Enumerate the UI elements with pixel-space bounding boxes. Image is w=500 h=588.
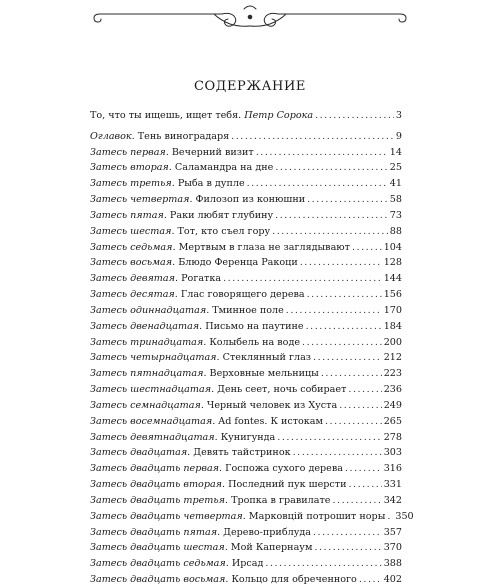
dot-leader bbox=[275, 208, 388, 224]
toc-entry[interactable] bbox=[90, 176, 402, 192]
dot-leader bbox=[321, 366, 382, 382]
toc-entry-title: . Ad fontes. К истокам bbox=[212, 415, 323, 427]
toc-entry[interactable] bbox=[90, 255, 402, 271]
toc-page-number: 9 bbox=[395, 130, 402, 142]
toc-entry-title: . Рогатка bbox=[174, 273, 222, 285]
dot-leader bbox=[272, 224, 388, 240]
toc-page-number: 104 bbox=[383, 241, 402, 253]
toc-entry-label bbox=[90, 572, 357, 588]
dot-leader bbox=[231, 129, 394, 145]
toc-entry-label bbox=[90, 430, 275, 446]
toc-entry-prefix: Затесь двенадцатая bbox=[90, 320, 200, 332]
toc-entry-label bbox=[90, 224, 270, 240]
toc-entry[interactable] bbox=[90, 145, 402, 161]
toc-entry-prefix: Затесь пятнадцатая bbox=[90, 368, 204, 380]
toc-page-number: 350 bbox=[395, 510, 414, 522]
dot-leader bbox=[306, 319, 382, 335]
dot-leader bbox=[352, 240, 382, 256]
toc-entry[interactable] bbox=[90, 192, 402, 208]
dot-leader bbox=[332, 493, 381, 509]
dot-leader bbox=[359, 572, 382, 588]
toc-entry-title: . Ирсад bbox=[225, 558, 264, 570]
toc-entry-prefix: Затесь двадцать восьмая bbox=[90, 574, 226, 586]
toc-entry[interactable] bbox=[90, 271, 402, 287]
toc-entry-prefix: Затесь десятая bbox=[90, 289, 175, 301]
toc-entry-prefix: Затесь четвертая bbox=[90, 194, 190, 206]
toc-entry[interactable] bbox=[90, 224, 402, 240]
toc-entry-title: . Черный человек из Хуста bbox=[200, 399, 338, 411]
toc-page-number: 303 bbox=[383, 447, 402, 459]
toc-entry-title: . Вечерний визит bbox=[165, 146, 254, 158]
toc-entry[interactable] bbox=[90, 287, 402, 303]
toc-entry-prefix: Затесь первая bbox=[90, 146, 166, 158]
toc-page-number: 388 bbox=[383, 558, 402, 570]
toc-entry-title: . Стеклянный глаз bbox=[216, 352, 312, 364]
toc-page-number: 249 bbox=[383, 399, 402, 411]
toc-entry[interactable] bbox=[90, 366, 402, 382]
toc-entry-label bbox=[90, 240, 350, 256]
toc-entry-label bbox=[90, 303, 284, 319]
toc-entry[interactable] bbox=[90, 382, 402, 398]
toc-page-number: 357 bbox=[383, 526, 402, 538]
dot-leader bbox=[302, 335, 382, 351]
toc-entry-prefix: Затесь седьмая bbox=[90, 241, 173, 253]
toc-entry-label bbox=[90, 461, 343, 477]
toc-page-number: 73 bbox=[389, 209, 402, 221]
toc-entry-prefix: Затесь тринадцатая bbox=[90, 336, 204, 348]
toc-entry-prefix: Затесь третья bbox=[90, 178, 172, 190]
toc-entry-label bbox=[90, 445, 291, 461]
dot-leader bbox=[256, 145, 388, 161]
toc-entry-title: . Кольцо для обреченного bbox=[225, 574, 357, 586]
dot-leader bbox=[314, 540, 381, 556]
dot-leader bbox=[307, 192, 388, 208]
toc-entry-prefix: Затесь восьмая bbox=[90, 257, 173, 269]
toc-page-number: 25 bbox=[389, 162, 402, 174]
toc-page-number: 88 bbox=[389, 225, 402, 237]
toc-entry-prefix: Затесь шестнадцатая bbox=[90, 384, 212, 396]
toc-entry-title: . Саламандра на дне bbox=[168, 162, 274, 174]
toc-entry-prefix: Затесь вторая bbox=[90, 162, 169, 174]
toc-page-number: 3 bbox=[395, 110, 402, 121]
dot-leader bbox=[277, 430, 381, 446]
toc-entry-prefix: Затесь двадцать седьмая bbox=[90, 558, 226, 570]
toc-entry-prefix: Затесь двадцать шестая bbox=[90, 542, 225, 554]
toc-entry[interactable] bbox=[90, 461, 402, 477]
toc-entry-title: . Последний пук шерсти bbox=[222, 479, 347, 491]
dot-leader bbox=[313, 350, 382, 366]
dot-leader bbox=[247, 176, 388, 192]
toc-entry-label bbox=[90, 414, 323, 430]
toc-page-number: 184 bbox=[383, 320, 402, 332]
toc-page-number: 278 bbox=[383, 431, 402, 443]
toc-entry-title: . Верховные мельницы bbox=[203, 368, 319, 380]
toc-entry[interactable] bbox=[90, 445, 402, 461]
toc-entry-title: . Мой Капернаум bbox=[224, 542, 313, 554]
toc-entry-label bbox=[90, 108, 313, 124]
dot-leader bbox=[387, 509, 393, 525]
dot-leader bbox=[345, 461, 382, 477]
toc-entry-label bbox=[90, 319, 304, 335]
toc-page-number: 128 bbox=[383, 257, 402, 269]
toc-entry-title: . Филозоп из конюшни bbox=[189, 194, 306, 206]
toc-entry[interactable] bbox=[90, 414, 402, 430]
dot-leader bbox=[223, 271, 382, 287]
toc-page-number: 212 bbox=[383, 352, 402, 364]
toc-entry-prefix: Затесь пятая bbox=[90, 209, 164, 221]
toc-entry-title: . День сеет, ночь собирает bbox=[211, 384, 347, 396]
toc-entry-title: . Марковцій потрошит норы bbox=[242, 510, 386, 522]
dot-leader bbox=[339, 398, 381, 414]
toc-entry-label bbox=[90, 145, 254, 161]
dot-leader bbox=[275, 160, 387, 176]
toc-entry[interactable] bbox=[90, 240, 402, 256]
toc-entry-label bbox=[90, 493, 330, 509]
toc-entry-label bbox=[90, 160, 273, 176]
toc-entry[interactable] bbox=[90, 129, 402, 145]
toc-entry-label bbox=[90, 192, 305, 208]
toc-entry-label bbox=[90, 540, 312, 556]
toc-entry-prefix: Затесь семнадцатая bbox=[90, 399, 201, 411]
toc-entry-prefix: Затесь двадцать пятая bbox=[90, 526, 218, 538]
toc-entry[interactable] bbox=[90, 319, 402, 335]
dot-leader bbox=[293, 445, 382, 461]
toc-entry-title: То, что ты ищешь, ищет тебя. bbox=[90, 110, 245, 121]
toc-page-number: 223 bbox=[383, 368, 402, 380]
toc-entry-prefix: Затесь двадцать вторая bbox=[90, 479, 223, 491]
toc-entry-label bbox=[90, 208, 273, 224]
toc-entry-title: . Раки любят глубину bbox=[163, 209, 274, 221]
toc-entry-label bbox=[90, 287, 305, 303]
toc-entry[interactable] bbox=[90, 540, 402, 556]
toc-entry-prefix: Затесь двадцать первая bbox=[90, 463, 220, 475]
toc-entry-prefix: Затесь четырнадцатая bbox=[90, 352, 217, 364]
toc-entry[interactable] bbox=[90, 525, 402, 541]
dot-leader bbox=[348, 477, 381, 493]
decorative-ornament-header bbox=[0, 0, 500, 40]
toc-entry-title: . Колыбель на воде bbox=[203, 336, 301, 348]
toc-entry-title: . Мертвым в глаза не заглядывают bbox=[172, 241, 350, 253]
toc-entry-title: . Дерево-приблуда bbox=[217, 526, 311, 538]
toc-page-number: 265 bbox=[383, 415, 402, 427]
toc-entry-prefix: Затесь шестая bbox=[90, 225, 172, 237]
toc-page-number: 342 bbox=[383, 494, 402, 506]
toc-entry[interactable] bbox=[90, 509, 414, 525]
toc-entry-label bbox=[90, 525, 311, 541]
toc-entry-prefix: Затесь восемнадцатая bbox=[90, 415, 213, 427]
toc-page-number: 170 bbox=[383, 304, 402, 316]
toc-entry[interactable] bbox=[90, 303, 402, 319]
toc-page-number: 14 bbox=[389, 146, 402, 158]
toc-entry[interactable] bbox=[90, 160, 402, 176]
toc-page-number: 236 bbox=[383, 384, 402, 396]
toc-entry[interactable] bbox=[90, 572, 402, 588]
toc-entry-title: . Письмо на паутине bbox=[199, 320, 304, 332]
toc-page-number: 156 bbox=[383, 289, 402, 301]
dot-leader bbox=[300, 255, 382, 271]
toc-entry[interactable] bbox=[90, 477, 402, 493]
dot-leader bbox=[286, 303, 382, 319]
toc-entry-title: . Тминное поле bbox=[206, 304, 284, 316]
toc-entry[interactable] bbox=[90, 335, 402, 351]
flourish-ornament-icon bbox=[0, 0, 500, 40]
toc-page-number: 316 bbox=[383, 463, 402, 475]
toc-entry-title: . Блюдо Ференца Ракоци bbox=[172, 257, 298, 269]
toc-entry-title: . Рыба в дупле bbox=[171, 178, 245, 190]
toc-entry-label bbox=[90, 176, 245, 192]
toc-entry-prefix: Оглавок bbox=[90, 130, 132, 142]
toc-entry-label bbox=[90, 271, 221, 287]
page-title: СОДЕРЖАНИЕ bbox=[193, 79, 307, 94]
toc-entry-prefix: Затесь двадцатая bbox=[90, 447, 188, 459]
toc-entry-prefix: Затесь двадцать четвертая bbox=[90, 510, 243, 522]
toc-entry-prefix: Затесь девятая bbox=[90, 273, 175, 285]
toc-entry-prefix: Затесь одиннадцатая bbox=[90, 304, 207, 316]
toc-entry[interactable] bbox=[90, 350, 402, 366]
toc-entry-label bbox=[90, 382, 346, 398]
table-of-contents bbox=[90, 108, 414, 588]
toc-entry-title: . Кунигунда bbox=[214, 431, 276, 443]
toc-entry[interactable] bbox=[90, 430, 402, 446]
toc-page-number: 200 bbox=[383, 336, 402, 348]
toc-entry-label bbox=[90, 398, 337, 414]
toc-entry-label bbox=[90, 350, 311, 366]
toc-entry-title: . Девять тайстринок bbox=[187, 447, 291, 459]
toc-page-number: 144 bbox=[383, 273, 402, 285]
toc-page-number: 58 bbox=[389, 194, 402, 206]
toc-entry-prefix: Затесь двадцать третья bbox=[90, 494, 225, 506]
toc-entry-label bbox=[90, 335, 300, 351]
toc-page-number: 402 bbox=[383, 574, 402, 586]
toc-entry-title: . Тень виноградаря bbox=[131, 130, 230, 142]
toc-page-number: 41 bbox=[389, 178, 402, 190]
toc-entry-label bbox=[90, 509, 385, 525]
toc-page-number: 370 bbox=[383, 542, 402, 554]
dot-leader bbox=[313, 525, 382, 541]
toc-entry-title: . Тот, кто съел гору bbox=[171, 225, 271, 237]
toc-entry[interactable] bbox=[90, 493, 402, 509]
toc-entry[interactable] bbox=[90, 556, 402, 572]
dot-leader bbox=[325, 414, 382, 430]
toc-entry-label bbox=[90, 556, 263, 572]
toc-entry-label bbox=[90, 255, 298, 271]
toc-entry[interactable] bbox=[90, 108, 402, 124]
toc-entry[interactable] bbox=[90, 208, 402, 224]
toc-entry-label bbox=[90, 366, 319, 382]
toc-entry-title: . Тропка в гравилате bbox=[224, 494, 331, 506]
toc-entry-label bbox=[90, 129, 229, 145]
toc-entry-title: . Глас говорящего дерева bbox=[174, 289, 305, 301]
dot-leader bbox=[265, 556, 381, 572]
toc-entry-prefix: Затесь девятнадцатая bbox=[90, 431, 215, 443]
dot-leader bbox=[315, 108, 394, 124]
toc-entry-label bbox=[90, 477, 346, 493]
toc-page-number: 331 bbox=[383, 479, 402, 491]
toc-entry-author: Петр Сорока bbox=[244, 110, 314, 121]
dot-leader bbox=[307, 287, 382, 303]
dot-leader bbox=[348, 382, 381, 398]
toc-entry[interactable] bbox=[90, 398, 402, 414]
toc-entry-title: . Госпожа сухого дерева bbox=[219, 463, 343, 475]
